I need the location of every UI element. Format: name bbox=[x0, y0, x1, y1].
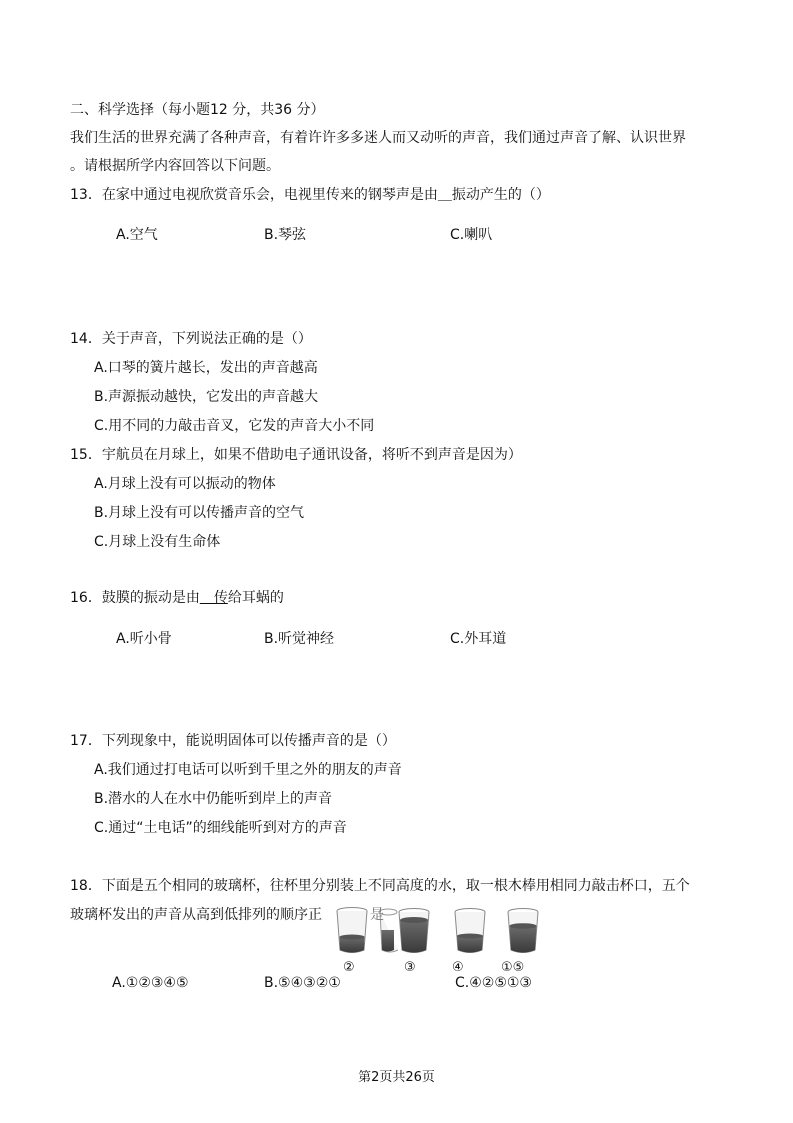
q17-stem: 17．下列现象中，能说明固体可以传播声音的是（） bbox=[70, 733, 396, 749]
q16-stem bbox=[70, 588, 284, 608]
q15-option-c[interactable]: C.月球上没有生命体 bbox=[94, 534, 221, 550]
q14-option-c[interactable]: C.用不同的力敲击音叉，它发的声音大小不同 bbox=[94, 418, 375, 434]
q16-option-a[interactable]: A.听小骨 bbox=[116, 631, 172, 647]
q15-option-b[interactable]: B.月球上没有可以传播声音的空气 bbox=[94, 505, 305, 521]
cup-label-2: ② bbox=[343, 960, 355, 975]
q14-option-a[interactable]: A.口琴的簧片越长，发出的声音越高 bbox=[94, 360, 318, 376]
q13-option-b[interactable]: B.琴弦 bbox=[264, 227, 307, 243]
q16-option-b[interactable]: B.听觉神经 bbox=[264, 631, 335, 647]
intro-line-1: 我们生活的世界充满了各种声音，有着许许多多迷人而又动听的声音，我们通过声音了解、认识世界 bbox=[70, 130, 686, 146]
q15-stem: 15．宇航员在月球上，如果不借助电子通讯设备，将听不到声音是因为） bbox=[70, 447, 522, 463]
q16-stem-before: 16．鼓膜的振动是由 bbox=[70, 590, 200, 606]
cup-label-4: ④ bbox=[452, 960, 464, 975]
cup-label-3: ③ bbox=[404, 960, 416, 975]
page-footer: 第2页共26页 bbox=[358, 1070, 435, 1085]
intro-line-2: 。请根据所学内容回答以下问题。 bbox=[70, 158, 280, 174]
q18-option-c[interactable]: C.④②⑤①③ bbox=[455, 975, 532, 991]
q18-stem-line-2: 玻璃杯发出的声音从高到低排列的顺序正 bbox=[70, 907, 322, 923]
glass-cup-icon bbox=[399, 909, 429, 953]
q18-option-a[interactable]: A.①②③④⑤ bbox=[112, 975, 189, 991]
q17-option-a[interactable]: A.我们通过打电话可以听到千里之外的朋友的声音 bbox=[94, 762, 402, 778]
cup-label-1-5: ①⑤ bbox=[501, 960, 525, 975]
q13-stem: 13．在家中通过电视欣赏音乐会，电视里传来的钢琴声是由＿振动产生的（） bbox=[70, 187, 550, 203]
q16-option-c[interactable]: C.外耳道 bbox=[450, 631, 507, 647]
q14-option-b[interactable]: B.声源振动越快，它发出的声音越大 bbox=[94, 389, 319, 405]
q18-stem-tail: 是 bbox=[370, 907, 384, 923]
q16-stem-blank: ＿传 bbox=[199, 590, 228, 606]
glass-cup-icon bbox=[337, 908, 367, 953]
q13-option-a[interactable]: A.空气 bbox=[116, 227, 158, 243]
q16-stem-after: 给耳蜗的 bbox=[227, 590, 284, 606]
q18-option-b[interactable]: B.⑤④③②① bbox=[264, 975, 341, 991]
glass-cup-icon bbox=[455, 909, 485, 953]
q14-stem: 14．关于声音，下列说法正确的是（） bbox=[70, 331, 312, 347]
glass-cup-icon bbox=[508, 909, 538, 953]
q15-option-a[interactable]: A.月球上没有可以振动的物体 bbox=[94, 476, 276, 492]
q18-stem-line-1: 18．下面是五个相同的玻璃杯，往杯里分别装上不同高度的水，取一根木棒用相同力敲击杯口，五个 bbox=[70, 878, 690, 894]
q17-option-c[interactable]: C.通过“土电话”的细线能听到对方的声音 bbox=[94, 820, 347, 836]
glass-cups-figure bbox=[330, 900, 550, 960]
q17-option-b[interactable]: B.潜水的人在水中仍能听到岸上的声音 bbox=[94, 791, 333, 807]
section-title: 二、科学选择（每小题12 分，共36 分） bbox=[70, 102, 325, 118]
q13-option-c[interactable]: C.喇叭 bbox=[450, 227, 493, 243]
